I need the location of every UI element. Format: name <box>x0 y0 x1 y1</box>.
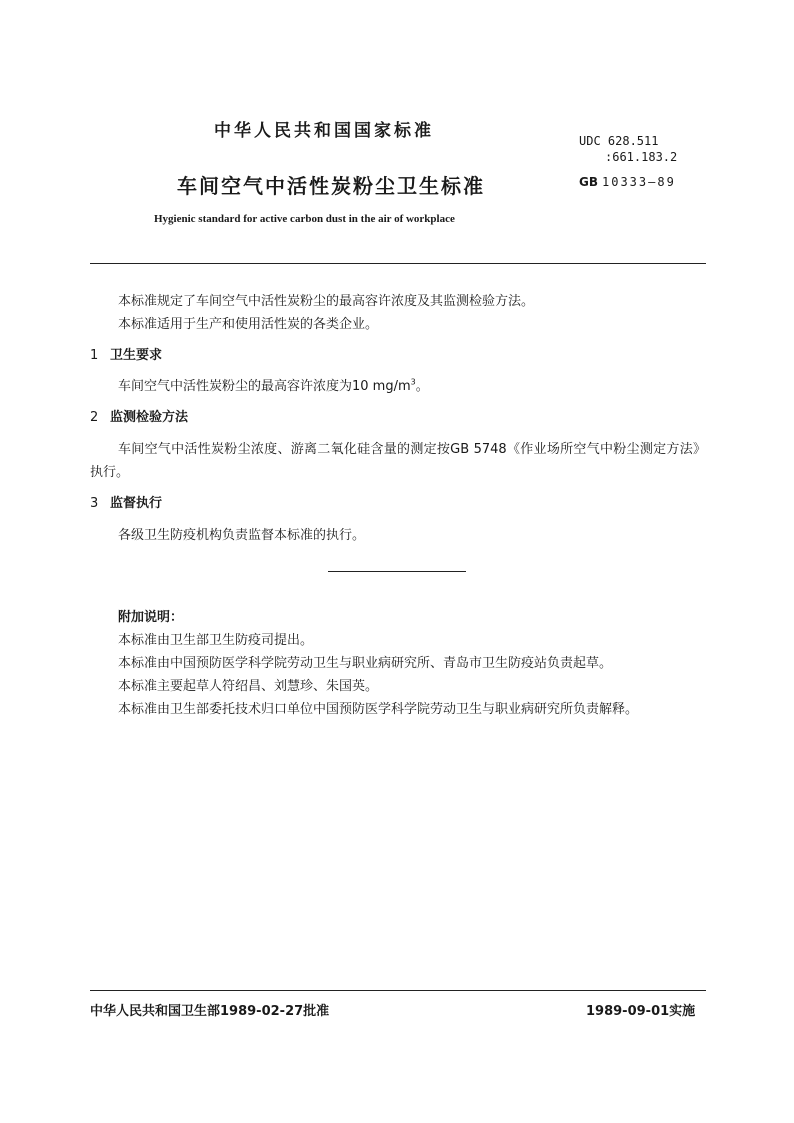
note-item: 本标准由卫生部卫生防疫司提出。 <box>118 633 314 648</box>
section-title: 监督执行 <box>110 496 163 511</box>
note-item: 本标准主要起草人符绍昌、刘慧珍、朱国英。 <box>118 679 379 694</box>
gb-number: 10333—89 <box>602 175 676 189</box>
section-1-body: 车间空气中活性炭粉尘的最高容许浓度为10 mg/m <box>118 379 411 394</box>
note-item: 本标准由中国预防医学科学院劳动卫生与职业病研究所、青岛市卫生防疫站负责起草。 <box>118 656 613 671</box>
footer-divider <box>90 990 706 991</box>
section-number: 2 <box>90 410 99 425</box>
section-3-text: 各级卫生防疫机构负责监督本标准的执行。 <box>118 528 366 543</box>
udc-code <box>579 133 677 165</box>
section-title: 卫生要求 <box>110 348 163 363</box>
effective-date: 1989-09-01实施 <box>586 1004 696 1019</box>
end-divider <box>328 571 466 572</box>
udc-line-1: UDC 628.511 <box>579 134 659 148</box>
english-title: Hygienic standard for active carbon dust in the air of workplace <box>154 213 455 225</box>
intro-line-1: 本标准规定了车间空气中活性炭粉尘的最高容许浓度及其监测检验方法。 <box>118 294 535 309</box>
unit-superscript: 3 <box>410 377 416 387</box>
section-number: 1 <box>90 348 99 363</box>
note-item: 本标准由卫生部委托技术归口单位中国预防医学科学院劳动卫生与职业病研究所负责解释。 <box>118 702 639 717</box>
section-title: 监测检验方法 <box>110 410 189 425</box>
section-2-text: 车间空气中活性炭粉尘浓度、游离二氧化硅含量的测定按GB 5748《作业场所空气中粉尘测定方法》执行。 <box>90 442 706 480</box>
section-number: 3 <box>90 496 99 511</box>
issuing-body: 中华人民共和国国家标准 <box>214 121 434 141</box>
document-title: 车间空气中活性炭粉尘卫生标准 <box>177 174 485 198</box>
gb-prefix: GB <box>579 175 598 189</box>
section-1-heading <box>90 344 162 363</box>
section-2-heading <box>90 406 188 425</box>
section-1-text <box>118 375 429 394</box>
section-1-suffix: 。 <box>415 379 429 394</box>
intro-line-2: 本标准适用于生产和使用活性炭的各类企业。 <box>118 317 379 332</box>
approval-date: 中华人民共和国卫生部1989-02-27批准 <box>90 1004 330 1019</box>
standard-number <box>579 175 676 189</box>
header-divider <box>90 263 706 264</box>
section-3-heading <box>90 492 162 511</box>
notes-title: 附加说明： <box>118 610 184 625</box>
udc-line-2: :661.183.2 <box>605 150 678 164</box>
